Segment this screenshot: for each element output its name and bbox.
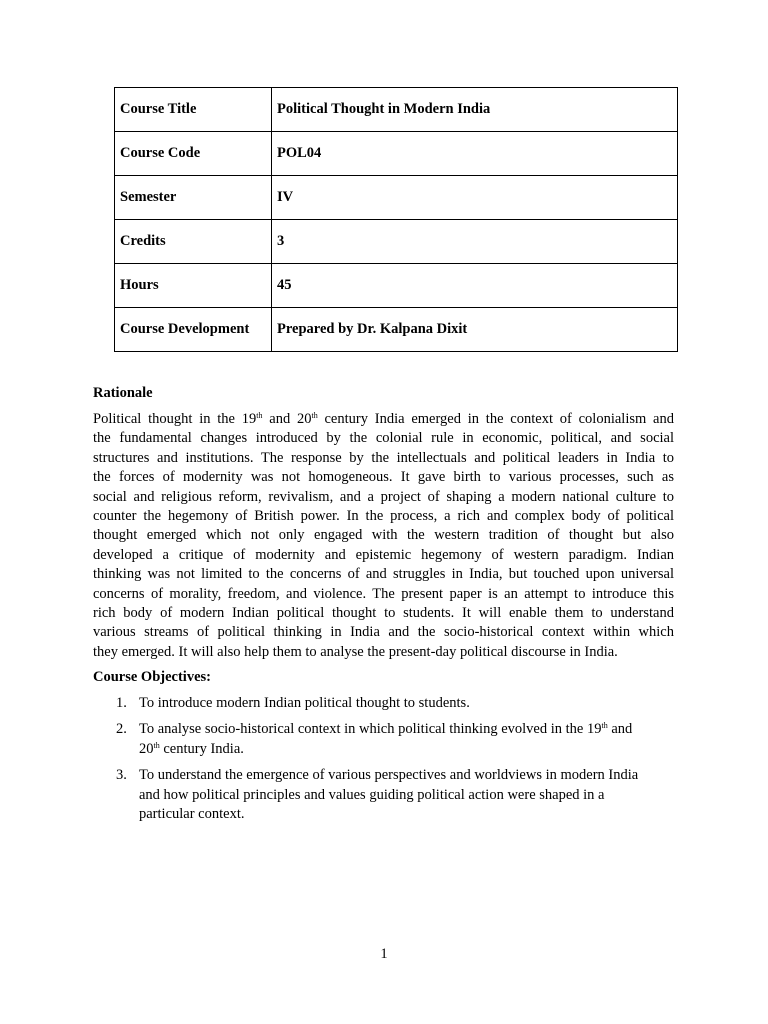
course-code-value: POL04 [272,132,678,176]
rationale-line: rich body of modern Indian political thought to students. It will enable them to understand [93,604,674,621]
course-code-label: Course Code [115,132,272,176]
rationale-heading: Rationale [93,385,153,401]
rationale-line: structures and institutions. The response by the intellectuals and political leaders in India to [93,449,674,466]
table-row [115,220,678,264]
superscript: th [311,411,318,420]
table-row [115,132,678,176]
credits-label: Credits [115,220,272,264]
objective-fragment: To analyse socio-historical context in which political thinking evolved in the 19 [139,721,602,738]
semester-label: Semester [115,176,272,220]
hours-label: Hours [115,264,272,308]
table-row [115,88,678,132]
superscript: th [601,721,608,731]
page-number: 1 [380,946,388,962]
rationale-text: and 20 [262,411,312,427]
objectives-list [93,694,693,831]
course-title-value: Political Thought in Modern India [272,88,678,132]
rationale-line: counter the hegemony of British power. In the process, a rich and complex body of political [93,507,674,524]
semester-value: IV [272,176,678,220]
rationale-line: thought emerged which not only engaged with the western tradition of thought but also [93,527,674,544]
table-row [115,308,678,352]
hours-value: 45 [272,264,678,308]
list-number: 1. [116,695,127,711]
course-development-label: Course Development [115,308,272,352]
rationale-line: developed a critique of modernity and epistemic hegemony of western paradigm. Indian [93,546,674,563]
rationale-text: century India emerged in the context of colonialism and [317,411,674,427]
list-number: 3. [116,767,127,784]
rationale-line [93,410,674,429]
table-row [115,176,678,220]
objective-fragment: 20 [139,740,154,757]
rationale-line: thinking was not limited to the concerns of and struggles in India, but touched upon universal [93,566,674,583]
list-item [93,720,693,759]
rationale-text: Political thought in the 19 [93,411,257,427]
rationale-paragraph [93,410,674,662]
objective-fragment: and how political principles and values guiding political action were shaped in a [139,786,605,803]
list-item [93,694,693,713]
course-info-table [114,87,678,352]
course-development-value: Prepared by Dr. Kalpana Dixit [272,308,678,352]
superscript: th [256,411,263,420]
table-row [115,264,678,308]
rationale-line: social and religious reform, revivalism, and a project of shaping a modern national culture to [93,488,674,505]
objective-text: To introduce modern Indian political thought to students. [139,695,470,711]
objective-fragment: To understand the emergence of various perspectives and worldviews in modern India [139,767,639,784]
credits-value: 3 [272,220,678,264]
objective-fragment: particular context. [139,806,245,823]
objective-fragment: and [607,721,633,738]
rationale-line: they emerged. It will also help them to analyse the present-day political discourse in India. [93,643,618,660]
list-item [93,766,693,824]
rationale-line: concerns of morality, freedom, and violence. The present paper is an attempt to introduce this [93,585,674,602]
rationale-line: the fundamental changes introduced by the colonial rule in economic, political, and social [93,430,674,447]
objective-text [139,721,632,756]
course-objectives-heading: Course Objectives: [93,669,211,685]
rationale-line: the forces of modernity was not homogeneous. It gave birth to various processes, such as [93,469,674,486]
objective-text [139,767,638,822]
course-title-label: Course Title [115,88,272,132]
list-number: 2. [116,721,127,738]
superscript: th [153,740,160,750]
objective-fragment: century India. [159,740,244,757]
rationale-line: various streams of political thinking in India and the socio-historical context within which [93,624,674,641]
